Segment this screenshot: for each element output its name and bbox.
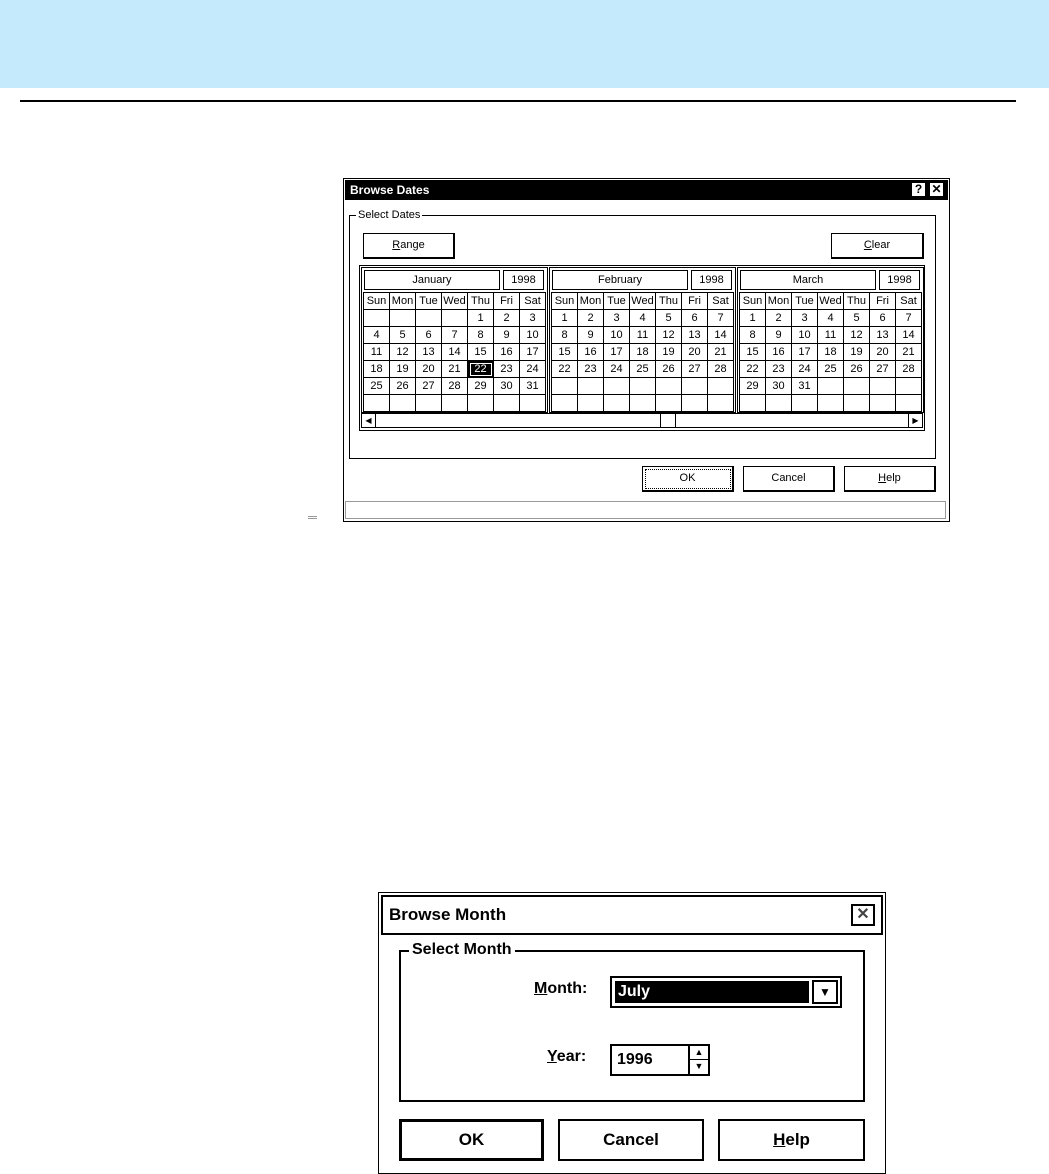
day-cell[interactable]: 13 xyxy=(416,344,442,361)
close-icon[interactable]: ✕ xyxy=(851,904,875,926)
year-label xyxy=(547,1048,586,1066)
year-accel: Y xyxy=(547,1048,557,1065)
clear-accel: C xyxy=(863,239,872,251)
day-cell[interactable]: 12 xyxy=(390,344,416,361)
help-accel: H xyxy=(773,1130,786,1149)
day-cell[interactable] xyxy=(578,378,604,395)
day-cell[interactable]: 7 xyxy=(442,327,468,344)
horizontal-scrollbar[interactable] xyxy=(361,413,923,428)
month-year[interactable]: 1998 xyxy=(691,270,732,290)
scroll-right-icon[interactable]: ▶ xyxy=(908,414,922,427)
month-rest: onth: xyxy=(547,980,588,997)
dialog-titlebar xyxy=(345,180,948,200)
browse-month-dialog xyxy=(378,892,886,1174)
day-cell[interactable] xyxy=(818,378,844,395)
day-cell[interactable]: 30 xyxy=(494,378,520,395)
day-cell[interactable]: 3 xyxy=(520,310,546,327)
day-cell[interactable]: 31 xyxy=(792,378,818,395)
day-cell[interactable]: 15 xyxy=(740,344,766,361)
day-cell[interactable]: 4 xyxy=(818,310,844,327)
range-accel: R xyxy=(392,239,401,251)
day-cell[interactable] xyxy=(792,395,818,412)
weekday-header: Thu xyxy=(656,293,682,310)
month-combobox[interactable] xyxy=(610,976,842,1008)
month-accel: M xyxy=(534,980,548,997)
day-cell[interactable]: 4 xyxy=(364,327,390,344)
clear-button[interactable] xyxy=(831,233,924,259)
month-name[interactable]: March xyxy=(740,270,876,290)
help-button[interactable] xyxy=(844,466,936,492)
day-cell[interactable]: 16 xyxy=(578,344,604,361)
day-cell[interactable]: 17 xyxy=(604,344,630,361)
day-cell[interactable]: 8 xyxy=(740,327,766,344)
weekday-header: Thu xyxy=(844,293,870,310)
day-cell[interactable]: 15 xyxy=(468,344,494,361)
weekday-header: Mon xyxy=(578,293,604,310)
range-button[interactable] xyxy=(363,233,455,259)
month-name[interactable]: February xyxy=(552,270,688,290)
day-cell[interactable]: 23 xyxy=(494,361,520,378)
day-cell[interactable] xyxy=(416,395,442,412)
day-cell[interactable]: 9 xyxy=(766,327,792,344)
day-cell[interactable] xyxy=(682,378,708,395)
weekday-header: Sat xyxy=(896,293,922,310)
day-cell[interactable] xyxy=(818,395,844,412)
group-label: Select Dates xyxy=(358,209,421,221)
day-cell[interactable]: 23 xyxy=(766,361,792,378)
month-value[interactable]: July xyxy=(615,981,809,1003)
day-cell[interactable]: 20 xyxy=(870,344,896,361)
day-cell[interactable]: 20 xyxy=(416,361,442,378)
weekday-header: Sat xyxy=(708,293,734,310)
day-cell[interactable] xyxy=(604,378,630,395)
day-cell[interactable]: 30 xyxy=(766,378,792,395)
calendar-grid xyxy=(551,292,734,412)
day-cell[interactable]: 17 xyxy=(520,344,546,361)
weekday-header: Thu xyxy=(468,293,494,310)
day-cell[interactable] xyxy=(656,378,682,395)
weekday-header: Mon xyxy=(766,293,792,310)
day-cell[interactable] xyxy=(416,310,442,327)
scroll-left-icon[interactable]: ◀ xyxy=(362,414,376,427)
scroll-thumb[interactable] xyxy=(660,413,676,428)
day-cell[interactable]: 7 xyxy=(896,310,922,327)
header-band xyxy=(0,0,1049,88)
day-cell[interactable]: 9 xyxy=(494,327,520,344)
help-rest: elp xyxy=(886,472,901,484)
weekday-header: Sat xyxy=(520,293,546,310)
day-cell[interactable]: 3 xyxy=(792,310,818,327)
day-cell[interactable]: 4 xyxy=(630,310,656,327)
day-cell[interactable]: 13 xyxy=(870,327,896,344)
day-cell[interactable]: 28 xyxy=(708,361,734,378)
weekday-header: Wed xyxy=(630,293,656,310)
day-cell[interactable]: 1 xyxy=(468,310,494,327)
day-cell[interactable] xyxy=(364,395,390,412)
day-cell[interactable]: 9 xyxy=(578,327,604,344)
close-icon[interactable]: ✕ xyxy=(929,182,944,197)
day-cell[interactable] xyxy=(552,378,578,395)
day-cell[interactable] xyxy=(442,395,468,412)
day-cell[interactable]: 19 xyxy=(390,361,416,378)
day-cell[interactable]: 11 xyxy=(818,327,844,344)
status-bar xyxy=(345,501,946,519)
day-cell[interactable]: 14 xyxy=(896,327,922,344)
day-cell[interactable]: 25 xyxy=(364,378,390,395)
day-cell[interactable]: 29 xyxy=(740,378,766,395)
cancel-button[interactable]: Cancel xyxy=(743,466,835,492)
calendar-grid xyxy=(739,292,922,412)
group-label: Select Month xyxy=(409,940,515,960)
spin-down-icon[interactable]: ▼ xyxy=(688,1060,708,1074)
day-cell[interactable]: 26 xyxy=(390,378,416,395)
day-cell[interactable]: 25 xyxy=(818,361,844,378)
weekday-header: Fri xyxy=(870,293,896,310)
day-cell[interactable]: 21 xyxy=(896,344,922,361)
day-cell[interactable] xyxy=(520,395,546,412)
day-cell[interactable]: 28 xyxy=(442,378,468,395)
day-cell[interactable]: 26 xyxy=(656,361,682,378)
weekday-header: Mon xyxy=(390,293,416,310)
day-cell[interactable]: 6 xyxy=(416,327,442,344)
day-cell[interactable]: 26 xyxy=(844,361,870,378)
day-cell[interactable] xyxy=(766,395,792,412)
day-cell[interactable]: 6 xyxy=(870,310,896,327)
help-icon[interactable]: ? xyxy=(911,182,926,197)
day-cell[interactable]: 12 xyxy=(844,327,870,344)
weekday-header: Wed xyxy=(442,293,468,310)
day-cell[interactable]: 22 xyxy=(740,361,766,378)
day-cell[interactable] xyxy=(630,395,656,412)
day-cell[interactable]: 2 xyxy=(494,310,520,327)
day-cell[interactable]: 22 xyxy=(468,361,494,378)
weekday-header: Sun xyxy=(740,293,766,310)
weekday-header: Fri xyxy=(494,293,520,310)
day-cell[interactable] xyxy=(442,310,468,327)
day-cell[interactable]: 21 xyxy=(708,344,734,361)
day-cell[interactable]: 24 xyxy=(520,361,546,378)
month-year[interactable]: 1998 xyxy=(503,270,544,290)
day-cell[interactable]: 2 xyxy=(766,310,792,327)
month-name[interactable]: January xyxy=(364,270,500,290)
day-cell[interactable]: 23 xyxy=(578,361,604,378)
day-cell[interactable]: 18 xyxy=(630,344,656,361)
dialog-titlebar xyxy=(381,895,883,935)
day-cell[interactable]: 22 xyxy=(552,361,578,378)
year-value[interactable]: 1996 xyxy=(617,1051,653,1068)
day-cell[interactable]: 1 xyxy=(552,310,578,327)
day-cell[interactable]: 27 xyxy=(416,378,442,395)
day-cell[interactable] xyxy=(552,395,578,412)
browse-dates-dialog xyxy=(343,178,950,522)
day-cell[interactable]: 11 xyxy=(364,344,390,361)
weekday-header: Sun xyxy=(552,293,578,310)
day-cell[interactable]: 13 xyxy=(682,327,708,344)
day-cell[interactable]: 8 xyxy=(552,327,578,344)
month-january xyxy=(361,267,548,413)
day-cell[interactable]: 24 xyxy=(792,361,818,378)
day-cell[interactable]: 18 xyxy=(364,361,390,378)
clear-rest: lear xyxy=(871,239,891,251)
day-cell[interactable]: 10 xyxy=(792,327,818,344)
day-cell[interactable] xyxy=(390,310,416,327)
weekday-header: Tue xyxy=(792,293,818,310)
dialog-title: Browse Month xyxy=(389,905,507,924)
range-rest: ange xyxy=(400,239,425,251)
day-cell[interactable]: 14 xyxy=(442,344,468,361)
day-cell[interactable] xyxy=(896,378,922,395)
calendar-area xyxy=(359,265,925,431)
day-cell[interactable]: 20 xyxy=(682,344,708,361)
day-cell[interactable]: 10 xyxy=(604,327,630,344)
weekday-header: Tue xyxy=(416,293,442,310)
day-cell[interactable] xyxy=(870,378,896,395)
day-cell[interactable]: 5 xyxy=(656,310,682,327)
day-cell[interactable]: 12 xyxy=(656,327,682,344)
day-cell[interactable] xyxy=(708,378,734,395)
month-year[interactable]: 1998 xyxy=(879,270,920,290)
month-february xyxy=(549,267,736,413)
day-cell[interactable] xyxy=(494,395,520,412)
chevron-down-icon[interactable]: ▼ xyxy=(812,980,838,1004)
day-cell[interactable] xyxy=(870,395,896,412)
day-cell[interactable]: 2 xyxy=(578,310,604,327)
day-cell[interactable] xyxy=(468,395,494,412)
day-cell[interactable]: 8 xyxy=(468,327,494,344)
calendar-grid xyxy=(363,292,546,412)
day-cell[interactable]: 1 xyxy=(740,310,766,327)
day-cell[interactable]: 6 xyxy=(682,310,708,327)
day-cell[interactable] xyxy=(844,395,870,412)
day-cell[interactable]: 10 xyxy=(520,327,546,344)
help-accel: H xyxy=(878,472,887,484)
day-cell[interactable]: 15 xyxy=(552,344,578,361)
day-cell[interactable]: 3 xyxy=(604,310,630,327)
day-cell[interactable] xyxy=(604,395,630,412)
select-month-group xyxy=(399,941,865,1102)
dialog-title: Browse Dates xyxy=(350,183,430,197)
day-cell[interactable]: 11 xyxy=(630,327,656,344)
help-button[interactable] xyxy=(718,1119,865,1161)
year-rest: ear: xyxy=(556,1048,587,1065)
day-cell[interactable] xyxy=(896,395,922,412)
spin-up-icon[interactable]: ▲ xyxy=(688,1046,708,1060)
day-cell[interactable]: 14 xyxy=(708,327,734,344)
weekday-header: Tue xyxy=(604,293,630,310)
day-cell[interactable] xyxy=(682,395,708,412)
day-cell[interactable] xyxy=(708,395,734,412)
cancel-button[interactable]: Cancel xyxy=(558,1119,704,1161)
day-cell[interactable]: 16 xyxy=(494,344,520,361)
day-cell[interactable]: 29 xyxy=(468,378,494,395)
day-cell[interactable]: 7 xyxy=(708,310,734,327)
weekday-header: Fri xyxy=(682,293,708,310)
day-cell[interactable]: 16 xyxy=(766,344,792,361)
day-cell[interactable]: 5 xyxy=(844,310,870,327)
help-rest: elp xyxy=(785,1130,810,1149)
day-cell[interactable]: 24 xyxy=(604,361,630,378)
day-cell[interactable]: 19 xyxy=(844,344,870,361)
day-cell[interactable] xyxy=(390,395,416,412)
day-cell[interactable]: 21 xyxy=(442,361,468,378)
day-cell[interactable] xyxy=(740,395,766,412)
ok-button[interactable]: OK xyxy=(642,466,734,492)
day-cell[interactable]: 17 xyxy=(792,344,818,361)
day-cell[interactable]: 19 xyxy=(656,344,682,361)
small-mark xyxy=(308,516,317,519)
ok-button[interactable]: OK xyxy=(399,1119,544,1161)
day-cell[interactable]: 31 xyxy=(520,378,546,395)
month-march xyxy=(737,267,924,413)
day-cell[interactable]: 5 xyxy=(390,327,416,344)
day-cell[interactable] xyxy=(630,378,656,395)
day-cell[interactable]: 25 xyxy=(630,361,656,378)
day-cell[interactable]: 27 xyxy=(870,361,896,378)
day-cell[interactable]: 27 xyxy=(682,361,708,378)
day-cell[interactable] xyxy=(656,395,682,412)
header-rule xyxy=(20,100,1016,102)
weekday-header: Wed xyxy=(818,293,844,310)
day-cell[interactable]: 18 xyxy=(818,344,844,361)
day-cell[interactable] xyxy=(578,395,604,412)
year-spinner[interactable] xyxy=(610,1044,710,1076)
day-cell[interactable] xyxy=(364,310,390,327)
weekday-header: Sun xyxy=(364,293,390,310)
day-cell[interactable] xyxy=(844,378,870,395)
day-cell[interactable]: 28 xyxy=(896,361,922,378)
month-label xyxy=(534,980,587,998)
